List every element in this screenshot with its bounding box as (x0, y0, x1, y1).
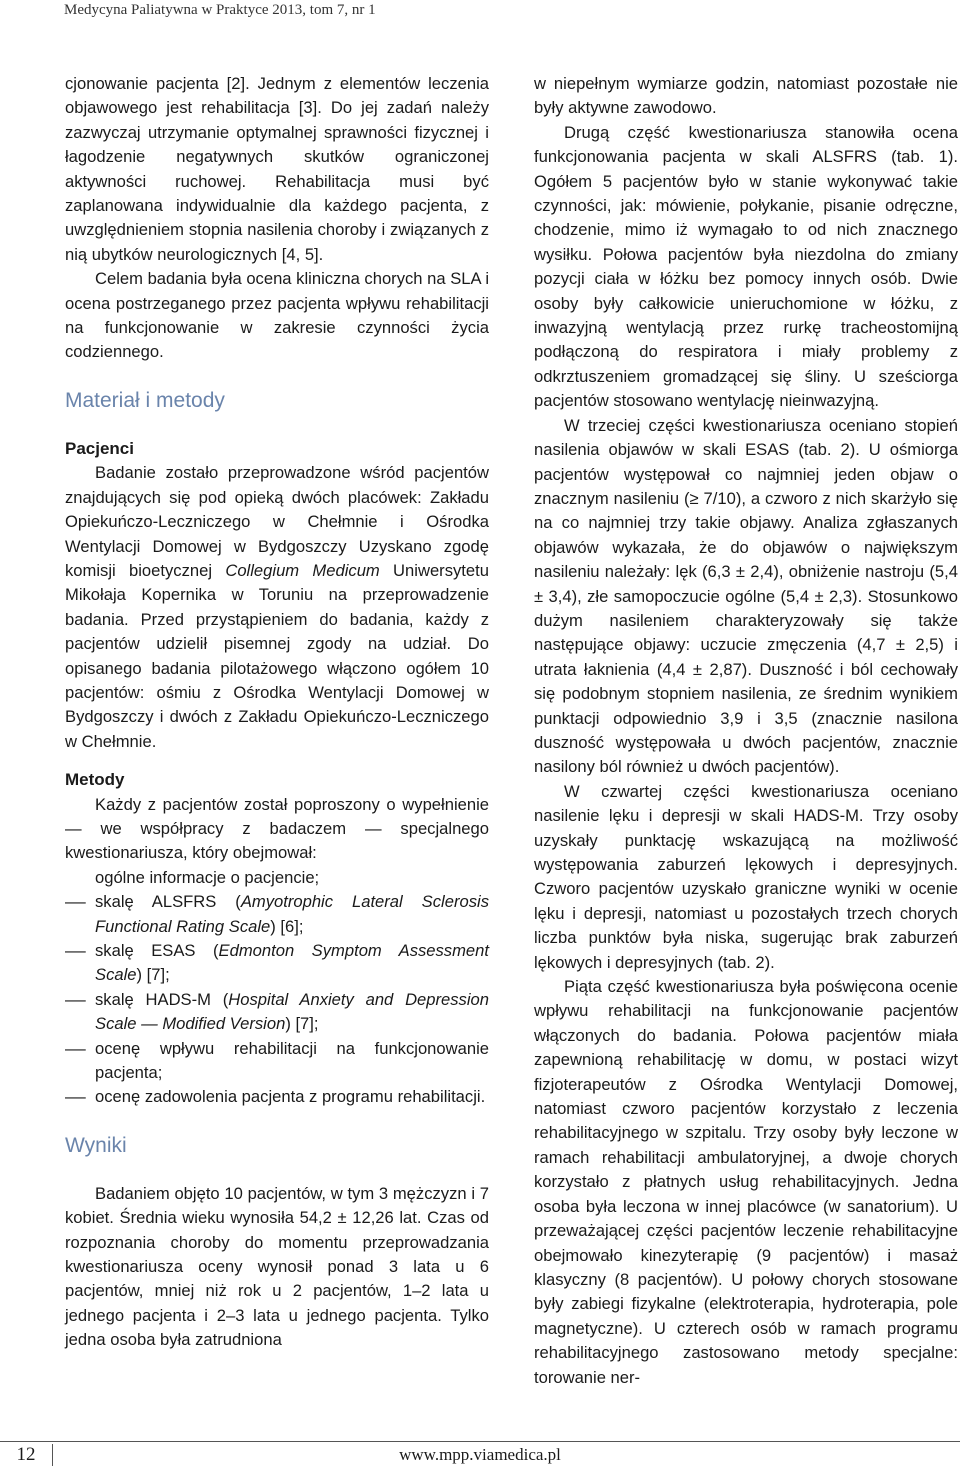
questionnaire-list (65, 866, 489, 1110)
list-item-text: skalę HADS-M ( (95, 989, 229, 1009)
list-item-italic: Amyotrophic Lateral Sclerosis Functional Rating Scale (95, 892, 489, 936)
list-item: — ocenę wpływu rehabilitacji na funkcjonowanie pacjenta; (65, 1037, 489, 1086)
list-item: — ocenę zadowolenia pacjenta z programu rehabilitacji. (65, 1085, 489, 1109)
results-paragraph: Badaniem objęto 10 pacjentów, w tym 3 mężczyzn i 7 kobiet. Średnia wieku wynosiła 54,2 ± 12,26 lat. Czas od rozpoznania choroby do momentu przeprowadzania kwestionariusza oceny wynosił ponad 3 lata u 6 pacjentów, mniej niż rok u 2 pacjentów, 1–2 lata u jednego pacjenta i 2–3 lata u jednego pacjenta. Tylko jedna osoba była zatrudniona (65, 1183, 489, 1350)
list-item-text: skalę ESAS ( (95, 941, 219, 960)
list-item-text: ) [7]; (136, 965, 170, 985)
left-column (65, 72, 489, 1353)
subsection-title-methods: Metody (65, 770, 125, 790)
right-column (534, 72, 958, 1390)
patients-italic-collegium: Collegium Medicum (225, 560, 380, 580)
right-paragraph-1: w niepełnym wymiarze godzin, natomiast pozostałe nie były aktywne zawodowo. (534, 74, 958, 118)
patients-text-a: Badanie zostało przeprowadzone wśród pacjentów znajdujących się pod opieką dwóch placówek: Zakładu Opiekuńczo-Leczniczego w Chełmnie i Ośrodka Wentylacji Domowej w Bydgoszczy Uzyskano zgodę komisji bioetycznej (65, 463, 489, 580)
list-item (65, 890, 489, 939)
list-item-text: skalę ALSFRS ( (95, 892, 241, 912)
list-item-text: ) [6]; (270, 916, 304, 936)
patients-paragraph (65, 461, 489, 754)
list-item-italic: Hospital Anxiety and Depression Scale — Modified Version (95, 989, 489, 1034)
footer-url[interactable]: www.mpp.viamedica.pl (399, 1445, 561, 1464)
running-header: Medycyna Paliatywna w Praktyce 2013, tom 7, nr 1 (64, 2, 376, 18)
subsection-title-patients: Pacjenci (65, 438, 134, 458)
list-item (65, 988, 489, 1037)
right-paragraph-4: W czwartej części kwestionariusza oceniano nasilenie lęku i depresji w skali HADS-M. Trzy osoby uzyskały punktację wskazującą na możliwość występowania zaburzeń lękowych i depresyjnych. Czworo pacjentów uzyskało graniczne wyniki w ocenie lęku i depresji, natomiast u pozostałych trzech chorych liczba punktów była niska, sugerując brak zaburzeń lękowych i depresyjnych (tab. 2). (534, 781, 958, 972)
section-title-results: Wyniki (65, 1133, 127, 1157)
section-title-methods: Materiał i metody (65, 388, 225, 412)
intro-paragraph-2: Celem badania była ocena kliniczna chorych na SLA i ocena postrzeganego przez pacjenta wpływu rehabilitacji na funkcjonowanie w zakresie czynności życia codziennego. (65, 269, 489, 362)
list-item-italic: Edmonton Symptom Assessment Scale (95, 941, 489, 985)
patients-text-b: Uniwersytetu Mikołaja Kopernika w Toruniu na przeprowadzenie badania. Przed przystąpieniem do badania, każdy z pacjentów udzielił pisemnej zgody na udział. Do opisanego badania pilotażowego włączono ogółem 10 pacjentów: ośmiu z Ośrodka Wentylacji Domowej w Bydgoszczy i dwóch z Zakładu Opiekuńczo-Leczniczego w Chełmnie. (65, 560, 489, 751)
methods-paragraph: Każdy z pacjentów został poproszony o wypełnienie — we współpracy z badaczem — specjalnego kwestionariusza, który obejmował: (65, 794, 489, 863)
right-paragraph-2: Drugą część kwestionariusza stanowiła ocena funkcjonowania pacjenta w skali ALSFRS (tab. 1). Ogółem 5 pacjentów było w stanie wykonywać takie czynności, jak: mówienie, połykanie, pisanie odręczne, chodzenie, mimo iż wymagało to od nich znacznego wysiłku. Połowa pacjentów była niezdolna do zmiany pozycji ciała w łóżku bez pomocy innych osób. Dwie osoby były całkowicie unieruchomione w łóżku, z inwazyjną wentylacją przez rurkę tracheostomijną podłączoną do respiratora i miały problemy z odkrztuszeniem gromadzącej się śliny. U sześciorga pacjentów stosowano wentylację nieinwazyjną. (534, 122, 958, 411)
list-item: ogólne informacje o pacjencie; (95, 867, 320, 887)
page-number: 12 (0, 1444, 53, 1466)
list-item (65, 939, 489, 988)
footer-rule (0, 1441, 960, 1442)
right-paragraph-5: Piąta część kwestionariusza była poświęcona ocenie wpływu rehabilitacji na funkcjonowanie pacjentów włączonych do badania. Połowa pacjentów miała zapewnioną rehabilitację w domu, w postaci wizyt fizjoterapeutów z Ośrodka Wentylacji Domowej, natomiast czworo pacjentów korzystało z leczenia rehabilitacyjnego w szpitalu. Trzy osoby były leczone w ramach rehabilitacji ambulatoryjnej, a dwoje chorych korzystało z płatnych usług rehabilitacyjnych. Jedna osoba była leczona w innej placówce (w sanatorium). U przeważającej części pacjentów leczenie rehabilitacyjne obejmowało kinezyterapię (9 pacjentów) i masaż klasyczny (8 pacjentów). U połowy chorych stosowane były zabiegi fizykalne (elektroterapia, hydroterapia, pole magnetyczne). U czterech osób w ramach programu rehabilitacyjnego zastosowano metody specjalne: torowanie ner- (534, 977, 958, 1387)
intro-paragraph-1: cjonowanie pacjenta [2]. Jednym z elementów leczenia objawowego jest rehabilitacja [3]. Do jej zadań należy zazwyczaj utrzymanie optymalnej sprawności fizycznej i łagodzenie negatywnych skutków ograniczonej aktywności ruchowej. Rehabilitacja musi być zaplanowana indywidualnie dla każdego pacjenta, z uwzględnieniem stopnia nasilenia choroby i związanych z nią ubytków neurologicznych [4, 5]. (65, 74, 489, 264)
list-item-text: ) [7]; (285, 1014, 319, 1034)
right-paragraph-3: W trzeciej części kwestionariusza oceniano stopień nasilenia objawów w skali ESAS (tab. 2). U ośmiorga pacjentów występował co najmniej jeden objaw o znacznym nasileniu (≥ 7/10), a czworo z nich skarżyło się na co najmniej trzy takie objawy. Analiza zgłaszanych objawów wykazała, że do objawów o największym nasileniu należały: lęk (6,3 ± 2,4), obniżenie nastroju (5,4 ± 3,4), złe samopoczucie ogólne (5,4 ± 2,3). Stosunkowo dużym nasileniem charakteryzowały się także następujące objawy: uczucie zmęczenia (4,7 ± 2,5) i utrata łaknienia (4,4 ± 2,87). Duszność i ból cechowały się podobnym stopniem nasilenia, ze średnim wynikiem punktacji odpowiednio 3,9 i 3,5 (znacznie nasilona duszność występowała u dwóch pacjentów, znacznie nasilony ból również u dwóch pacjentów). (534, 415, 958, 777)
